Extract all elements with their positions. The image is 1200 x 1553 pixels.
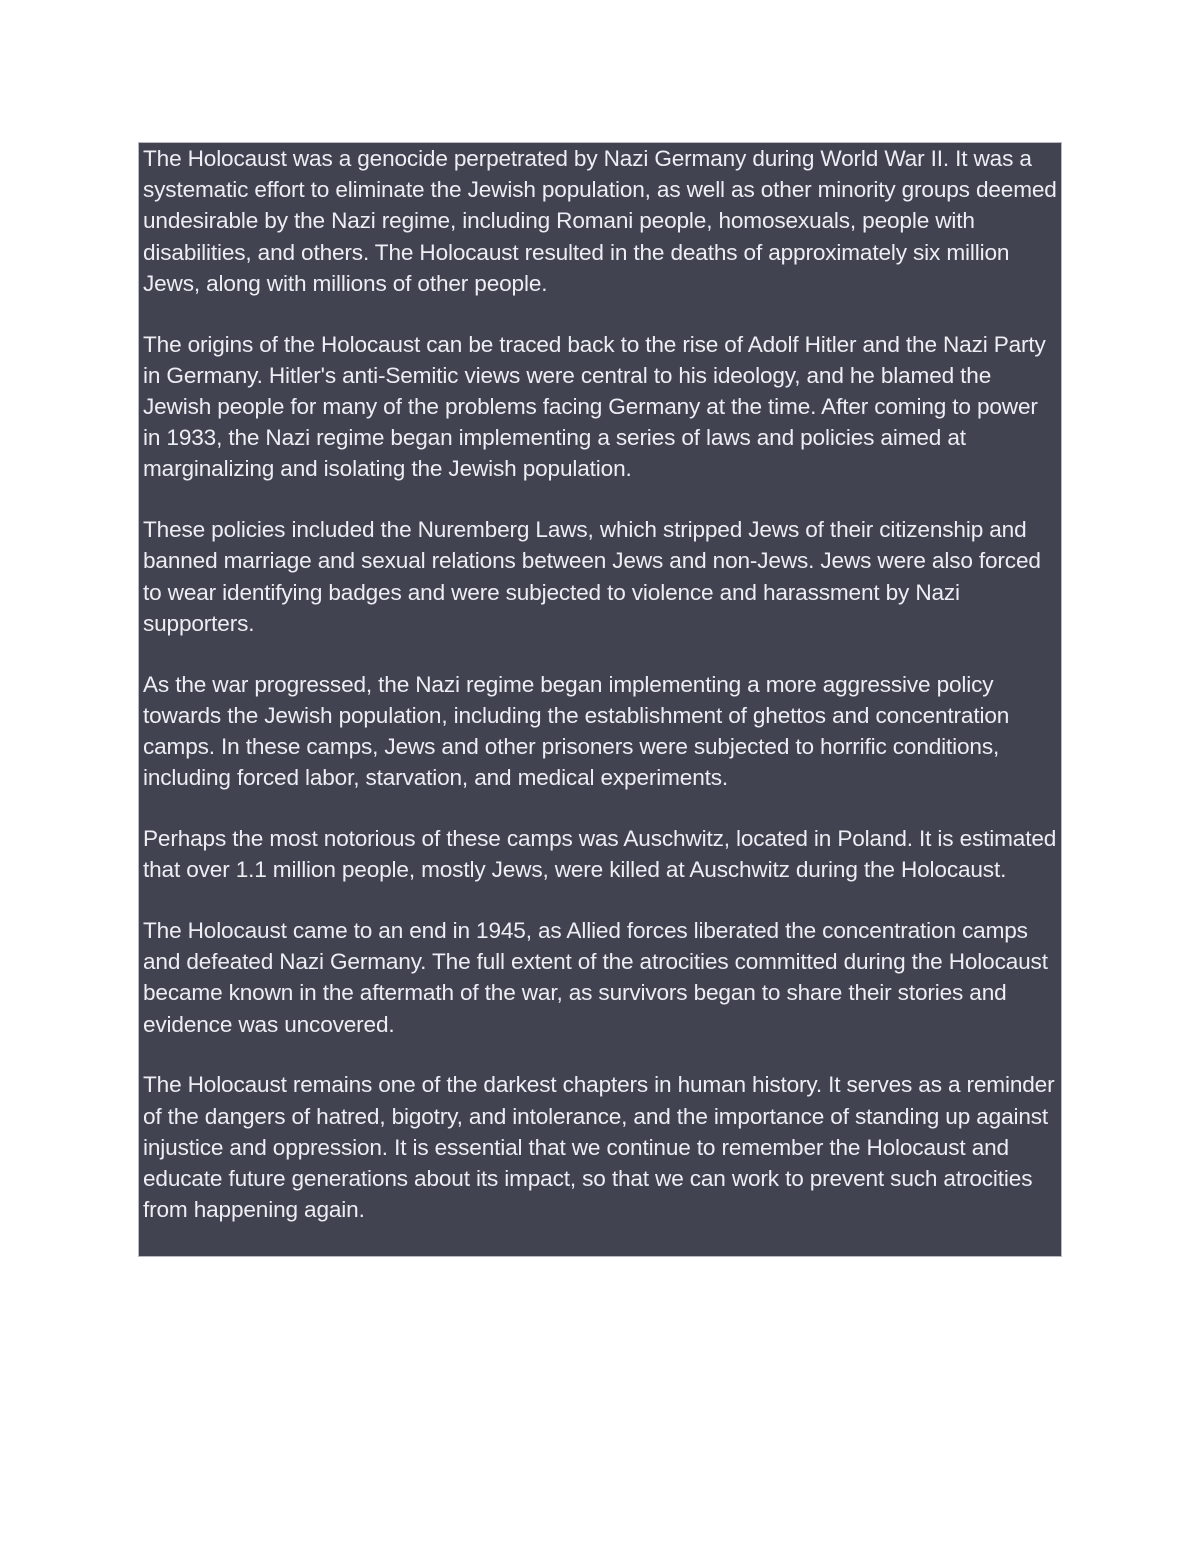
text-block — [138, 142, 1062, 1257]
paragraph-2: The origins of the Holocaust can be traced back to the rise of Adolf Hitler and the Nazi Party in Germany. Hitler's anti-Semitic views were central to his ideology, and he blamed the Jewish people for many of the problems facing Germany at the time. After coming to power in 1933, the Nazi regime began implementing a series of laws and policies aimed at marginalizing and isolating the Jewish population. — [143, 331, 1046, 482]
paragraph-4: As the war progressed, the Nazi regime began implementing a more aggressive policy towards the Jewish population, including the establishment of ghettos and concentration camps. In these camps, Jews and other prisoners were subjected to horrific conditions, including forced labor, starvation, and medical experiments. — [143, 671, 1010, 791]
paragraph-1: The Holocaust was a genocide perpetrated by Nazi Germany during World War II. It was a systematic effort to eliminate the Jewish population, as well as other minority groups deemed undesirable by the Nazi regime, including Romani people, homosexuals, people with disabilities, and others. The Holocaust resulted in the deaths of approximately six million Jews, along with millions of other people. — [143, 146, 1057, 296]
paragraph-6: The Holocaust came to an end in 1945, as Allied forces liberated the concentration camps and defeated Nazi Germany. The full extent of the atrocities committed during the Holocaust became known in the aftermath of the war, as survivors began to share their stories and evidence was uncovered. — [143, 918, 1048, 1037]
paragraph-5: Perhaps the most notorious of these camps was Auschwitz, located in Poland. It is estimated that over 1.1 million people, mostly Jews, were killed at Auschwitz during the Holocaust. — [143, 826, 1057, 883]
paragraph-7: The Holocaust remains one of the darkest chapters in human history. It serves as a reminder of the dangers of hatred, bigotry, and intolerance, and the importance of standing up against injustice and oppression. It is essential that we continue to remember the Holocaust and educate future generations about its impact, so that we can work to prevent such atrocities from happening again. — [143, 1072, 1055, 1223]
paragraph-3: These policies included the Nuremberg Laws, which stripped Jews of their citizenship and banned marriage and sexual relations between Jews and non-Jews. Jews were also forced to wear identifying badges and were subjected to violence and harassment by Nazi supporters. — [143, 517, 1041, 636]
